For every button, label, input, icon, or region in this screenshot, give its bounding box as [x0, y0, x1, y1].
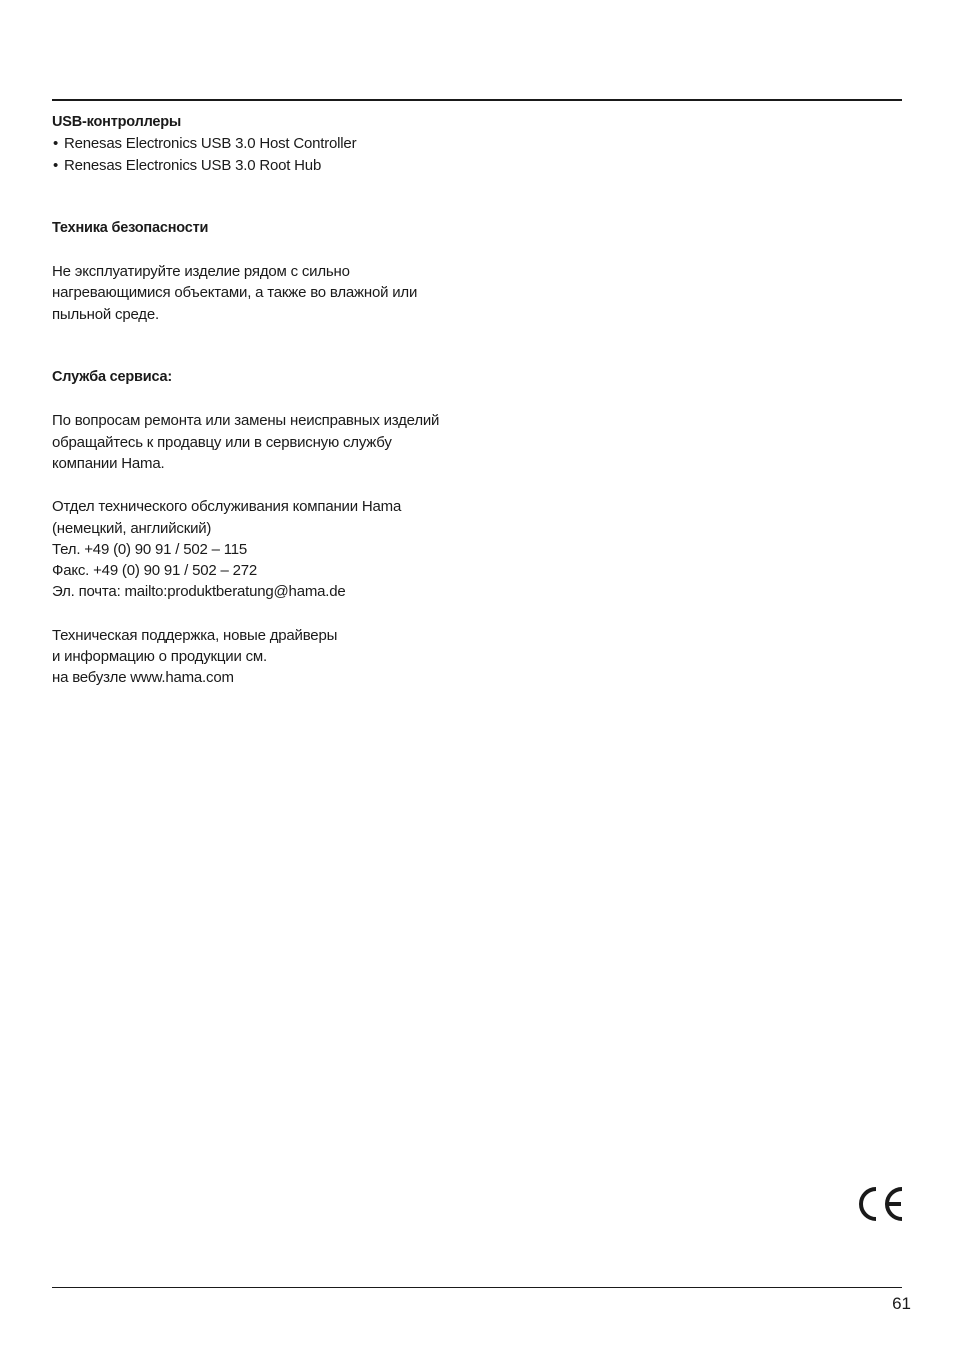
top-divider: [52, 99, 902, 101]
service-repair-text: [52, 410, 492, 474]
bullet-icon: •: [53, 135, 59, 153]
ce-mark-icon: [856, 1186, 904, 1222]
page-number: 61: [892, 1294, 911, 1313]
text-line: обращайтесь к продавцу или в сервисную службу: [52, 433, 392, 451]
fax-line: Факс. +49 (0) 90 91 / 502 – 272: [52, 562, 257, 580]
service-contact-text: [52, 496, 492, 602]
text-line: Не эксплуатируйте изделие рядом с сильно: [52, 263, 350, 281]
text-line: По вопросам ремонта или замены неисправных изделий: [52, 412, 440, 430]
usb-item-hub: Renesas Electronics USB 3.0 Root Hub: [64, 156, 322, 174]
list-item: [52, 155, 492, 176]
bullet-icon: •: [53, 156, 59, 174]
usb-list: [52, 133, 492, 176]
text-line: Техническая поддержка, новые драйверы: [52, 626, 338, 644]
text-line: (немецкий, английский): [52, 519, 212, 537]
text-line: Отдел технического обслуживания компании Hama: [52, 498, 402, 516]
text-line: нагревающимися объектами, а также во влажной или: [52, 284, 418, 302]
safety-heading: Техника безопасности: [52, 219, 209, 236]
usb-heading: USB-контроллеры: [52, 114, 182, 130]
text-line: пыльной среде.: [52, 305, 159, 323]
text-line: и информацию о продукции см.: [52, 648, 267, 666]
email-line: Эл. почта: mailto:produktberatung@hama.de: [52, 583, 346, 601]
text-line: компании Hama.: [52, 454, 165, 472]
website-line: на вебузле www.hama.com: [52, 669, 234, 687]
service-heading: Служба сервиса:: [52, 369, 173, 386]
safety-text: [52, 261, 492, 325]
service-support-text: [52, 625, 492, 689]
usb-item-host: Renesas Electronics USB 3.0 Host Controller: [64, 135, 357, 153]
list-item: [52, 133, 492, 154]
page-content: [52, 112, 492, 689]
phone-line: Тел. +49 (0) 90 91 / 502 – 115: [52, 540, 248, 558]
bottom-divider: [52, 1287, 902, 1288]
